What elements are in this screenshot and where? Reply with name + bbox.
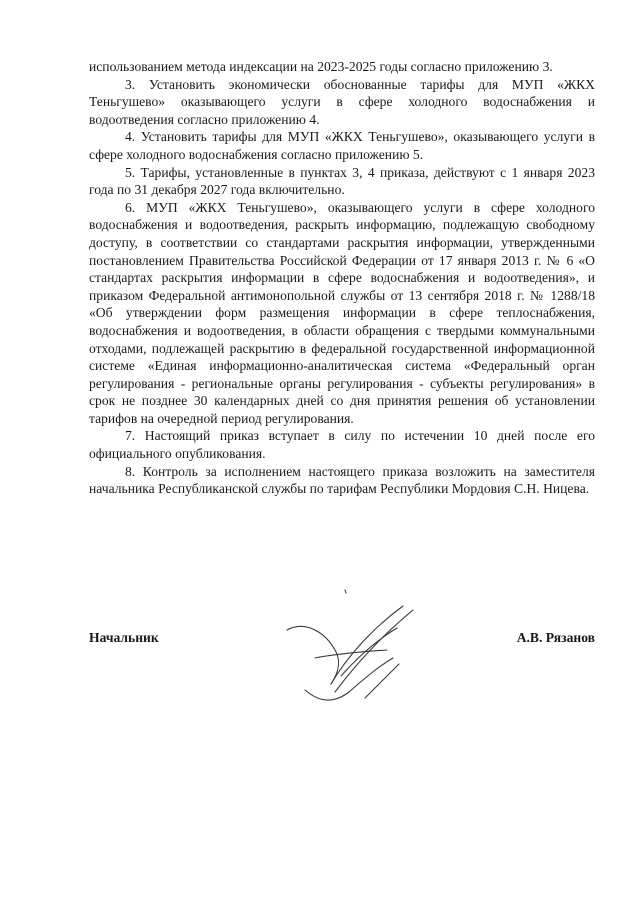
signatory-name: А.В. Рязанов — [516, 630, 595, 645]
paragraph-item-3: 3. Установить экономически обоснованные тарифы для МУП «ЖКХ Теньгушево» оказывающего услуги в сфере холодного водоснабжения и водоотведения согласно приложению 4. — [89, 76, 595, 127]
paragraph-item-8: 8. Контроль за исполнением настоящего приказа возложить на заместителя начальника Республиканской службы по тарифам Республики Мордовия С.Н. Ницева. — [89, 463, 595, 497]
paragraph-item-5: 5. Тарифы, установленные в пунктах 3, 4 приказа, действуют с 1 января 2023 года по 31 декабря 2027 года включительно. — [89, 164, 595, 198]
paragraph-item-4: 4. Установить тарифы для МУП «ЖКХ Теньгушево», оказывающего услуги в сфере холодного водоснабжения согласно приложению 5. — [89, 129, 595, 162]
signature-block — [89, 630, 595, 650]
paragraph-item-7: 7. Настоящий приказ вступает в силу по истечении 10 дней после его официального опубликования. — [89, 428, 595, 462]
handwritten-signature — [275, 580, 435, 720]
document-body — [89, 58, 595, 498]
paragraph-continuation: использованием метода индексации на 2023-2025 годы согласно приложению 3. — [89, 59, 553, 74]
signatory-title: Начальник — [89, 630, 159, 645]
paragraph-item-6: 6. МУП «ЖКХ Теньгушево», оказывающего услуги в сфере холодного водоснабжения и водоотведения, раскрыть информацию, подлежащую свободному доступу, в соответствии со стандартами раскрытия информации, утвержденными постановлением Правительства Российской Федерации от 17 января 2013 г. № 6 «О стандартах раскрытия информации в сфере водоснабжения и водоотведения», и приказом Федеральной антимонопольной службы от 13 сентября 2018 г. № 1288/18 «Об утверждении форм размещения информации в сфере теплоснабжения, водоснабжения и водоотведения, в области обращения с твердыми коммунальными отходами, подлежащей раскрытию в федеральной государственной информационной системе «Единая информационно-аналитическая система «Федеральный орган регулирования - региональные органы регулирования - субъекты регулирования» в срок не позднее 30 календарных дней со дня принятия решения об установлении тарифов на очередной период регулирования. — [89, 199, 595, 426]
